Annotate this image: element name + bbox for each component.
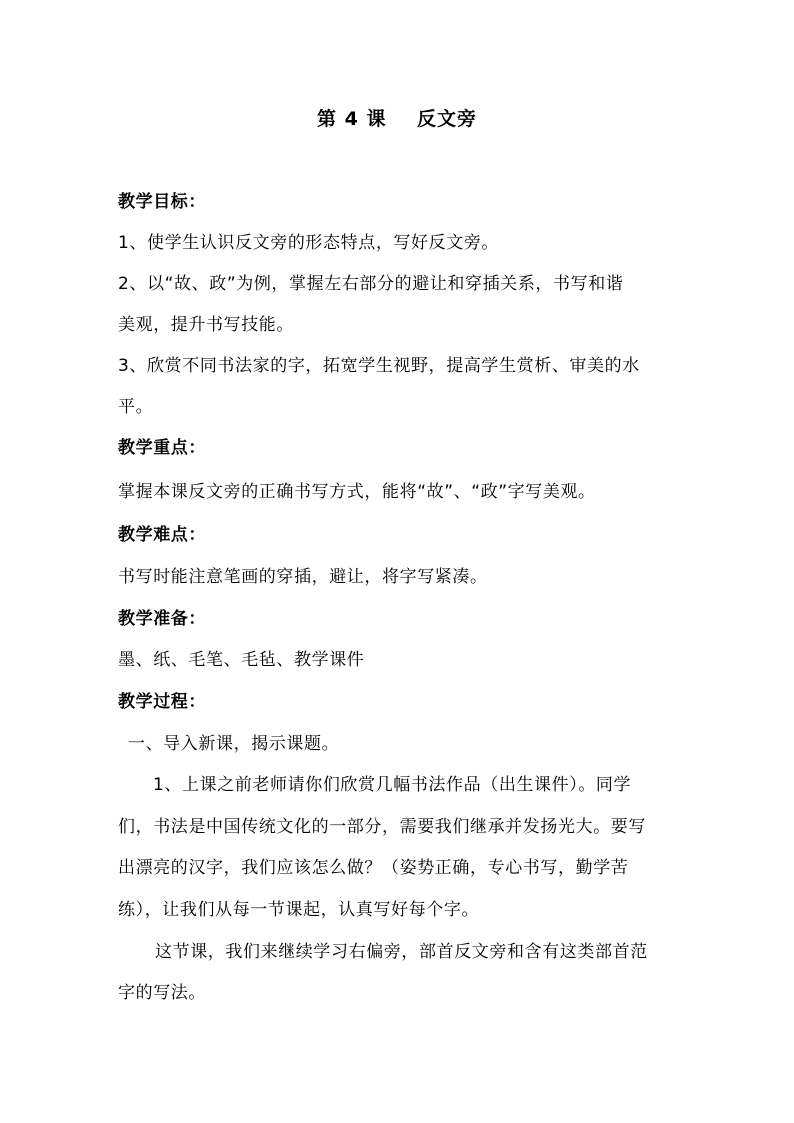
- process-paragraph-2-line-1: 这节课，我们来继续学习右偏旁，部首反文旁和含有这类部首范: [155, 942, 648, 962]
- heading-objectives: 教学目标：: [118, 192, 206, 212]
- process-paragraph-2-line-2: 字的写法。: [118, 983, 206, 1003]
- objective-2-cont: 美观，提升书写技能。: [118, 315, 294, 335]
- process-section-1-heading: 一、导入新课，揭示课题。: [128, 734, 340, 754]
- process-paragraph-1-line-4: 练），让我们从每一节课起，认真写好每个字。: [118, 900, 480, 920]
- preparation-text: 墨、纸、毛笔、毛毡、教学课件: [118, 650, 365, 670]
- heading-preparation: 教学准备：: [118, 609, 206, 629]
- process-paragraph-1-line-2: 们，书法是中国传统文化的一部分，需要我们继承并发扬光大。要写: [118, 817, 646, 837]
- objective-3-cont: 平。: [118, 397, 154, 417]
- objective-3: 3、欣赏不同书法家的字，拓宽学生视野，提高学生赏析、审美的水: [118, 356, 640, 376]
- difficulties-text: 书写时能注意笔画的穿插，避让，将字写紧凑。: [118, 567, 488, 587]
- process-paragraph-1-line-3: 出漂亮的汉字，我们应该怎么做？（姿势正确，专心书写，勤学苦: [118, 858, 629, 878]
- lesson-title: 第 4 课 反文旁: [317, 108, 477, 130]
- heading-process: 教学过程：: [118, 692, 206, 712]
- key-points-text: 掌握本课反文旁的正确书写方式，能将“故”、“政”字写美观。: [118, 482, 596, 502]
- process-paragraph-1-line-1: 1、上课之前老师请你们欣赏几幅书法作品（出生课件）。同学: [153, 775, 632, 795]
- objective-1: 1、使学生认识反文旁的形态特点，写好反文旁。: [118, 233, 500, 253]
- objective-2: 2、以“故、政”为例，掌握左右部分的避让和穿插关系，书写和谐: [118, 274, 624, 294]
- heading-key-points: 教学重点：: [118, 438, 206, 458]
- heading-difficulties: 教学难点：: [118, 525, 206, 545]
